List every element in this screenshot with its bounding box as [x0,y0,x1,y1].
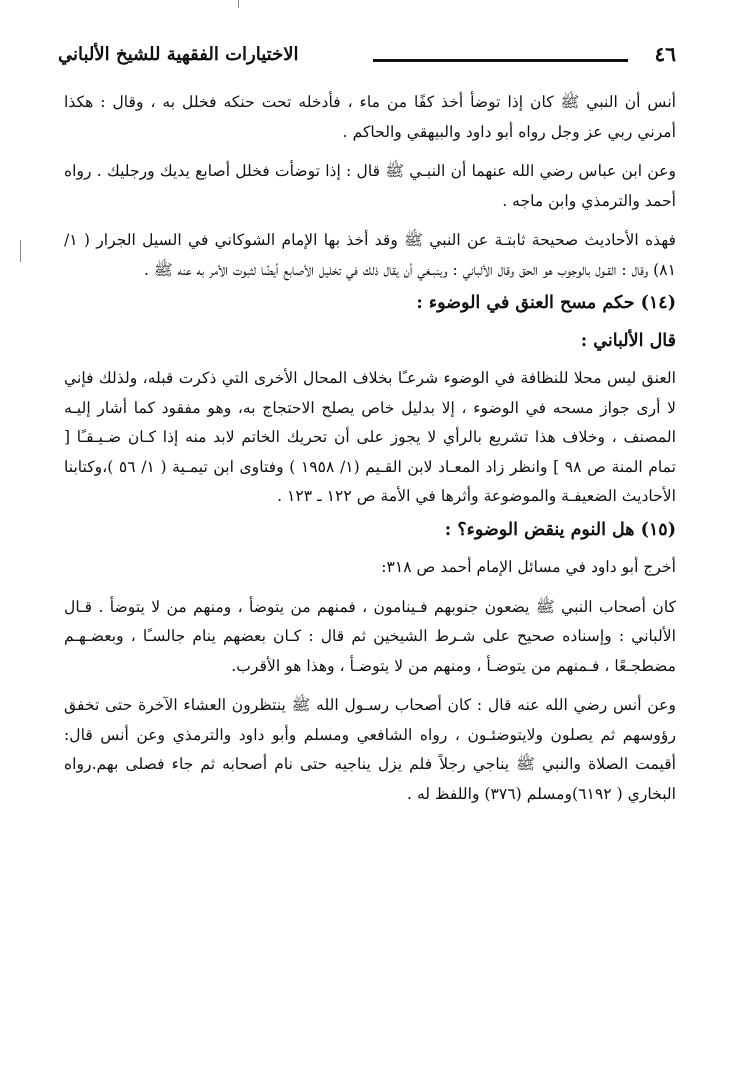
running-title: الاختيارات الفقهية للشيخ الألباني [58,44,299,65]
section-heading-14: (١٤) حكم مسح العنق في الوضوء : [416,293,676,313]
paragraph-ahadith-sahiha: فهذه الأحاديث صحيحة ثابتـة عن النبي ﷺ وقد أخذ بها الإمام الشوكاني في السيل الجرار ( ١/ ٨١) وقال : القـول بالوجوب هو الحق وقال الألباني : وينبـغي أن يقال ذلك في تخليل الأصابع أيضًا لثبوت الأمر به عنه ﷺ . [64,231,676,279]
body-text [64,88,676,819]
scan-mark [238,0,239,8]
header-rule [373,59,628,62]
paragraph-anas-tokhlil-lihya: أنس أن النبي ﷺ كان إذا توضأ أخذ كفًا من ماء ، فأدخله تحت حنكه فخلل به ، وقال : هكذا أمرني ربي عز وجل رواه أبو داود والبيهقي والحاكم . [64,93,676,141]
paragraph-abu-dawud-masail: أخرج أبو داود في مسائل الإمام أحمد ص ٣١٨: [381,558,676,576]
page-header [58,40,676,78]
albani-says-heading: قال الألباني : [580,330,676,351]
page-number: ٤٦ [654,42,676,66]
paragraph-neck-wiping: العنق ليس محلا للنظافة في الوضوء شرعـًا بخلاف المحال الأخرى التي ذكرت قبله، ولذلك فإني لا أرى جواز مسحه في الوضوء ، إلا بدليل خاص يصلح الاحتجاج به، وهو مفقود كما أشار إليـه المصنف ، وخلاف هذا تشريع بالرأي لا يجوز على أن تحريك الخاتم لابد منه إذا كـان ضـيـقـًا [ تمام المنة ص ٩٨ ] وانظر زاد المعـاد لابن القـيم (١/ ١٩٥٨ ) وفتاوى ابن تيمـية ( ١/ ٥٦ )،وكتابنا الأحاديث الضعيفـة والموضوعة وأثرها في الأمة ص ١٢٢ ـ ١٢٣ . [64,369,676,505]
paragraph-anas-isha: وعن أنس رضي الله عنه قال : كان أصحاب رسـول الله ﷺ ينتظرون العشاء الآخرة حتى تخفق رؤوسهم ثم يصلون ولايتوضئـون ، رواه الشافعي ومسلم وأبو داود والترمذي وعن أنس قال: أقيمت الصلاة والنبي ﷺ يناجي رجلاً فلم يزل يناجيه حتى نام أصحابه ثم جاء فصلى بهم.رواه البخاري ( ٦١٩٢)ومسلم (٣٧٦) واللفظ له . [64,696,676,803]
scan-mark [20,240,21,262]
paragraph-ibn-abbas: وعن ابن عباس رضي الله عنهما أن النبـي ﷺ قال : إذا توضأت فخلل أصابع يديك ورجليك . رواه أحمد والترمذي وابن ماجه . [64,162,676,210]
section-heading-15: (١٥) هل النوم ينقض الوضوء؟ : [444,519,676,540]
paragraph-sahaba-sleeping: كان أصحاب النبي ﷺ يضعون جنوبهم فـينامون ، فمنهم من يتوضأ ، ومنهم من لا يتوضأ . قـال الألباني : وإسناده صحيح على شـرط الشيخين ثم قال : كـان بعضهم ينام جالسـًا ، وبعضـهـم مضطجـعًا ، فـمنهم من يتوضـأ ، ومنهم من لا يتوضـأ ، وهذا هو الأقرب. [64,597,676,675]
